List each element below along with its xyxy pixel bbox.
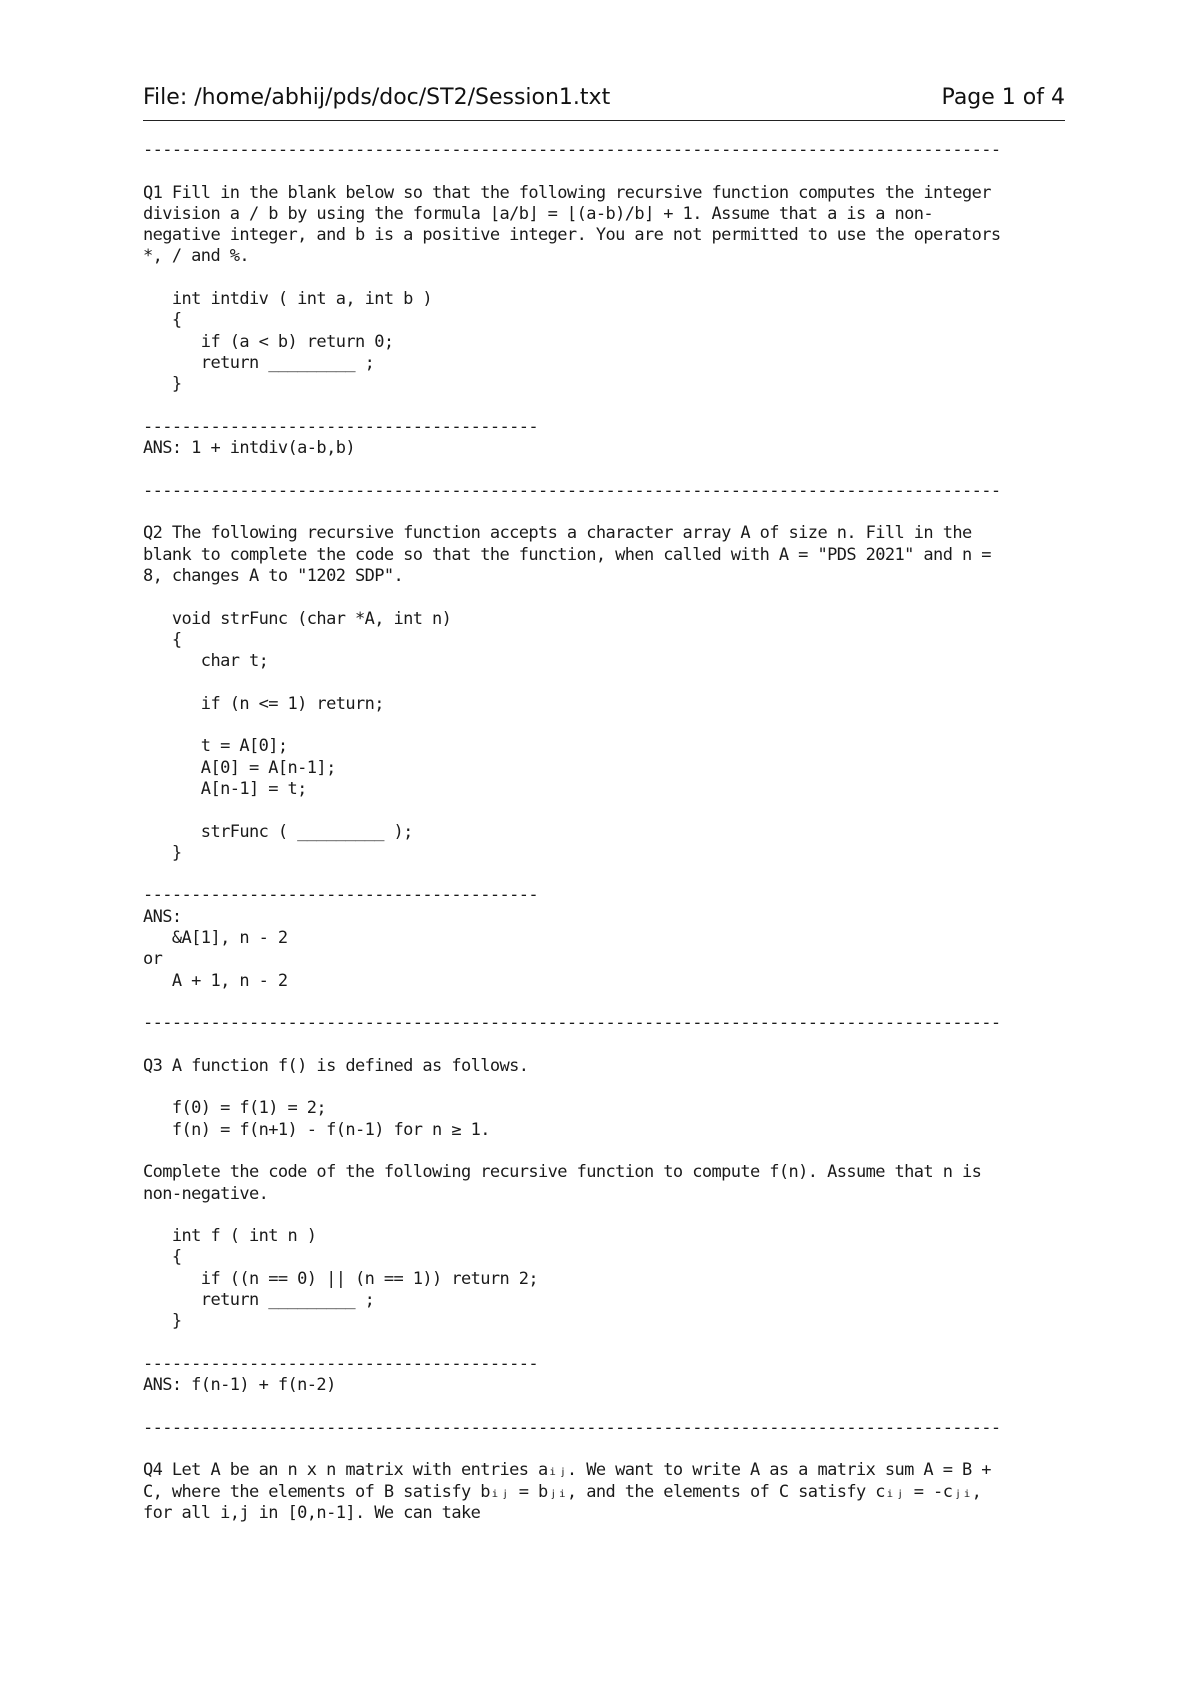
text-line bbox=[143, 672, 1123, 693]
text-line: C, where the elements of B satisfy bᵢⱼ = bⱼᵢ, and the elements of C satisfy cᵢⱼ = -cⱼᵢ, bbox=[143, 1481, 982, 1502]
text-line bbox=[143, 1397, 1123, 1418]
text-line: } bbox=[143, 374, 182, 395]
text-line bbox=[143, 1205, 1123, 1226]
text-line: strFunc ( _________ ); bbox=[143, 821, 413, 842]
text-line: negative integer, and b is a positive integer. You are not permitted to use the operators bbox=[143, 225, 1001, 246]
text-line: { bbox=[143, 1247, 182, 1268]
text-line: ----------------------------------------------------------------------------------------- bbox=[143, 1417, 1001, 1438]
text-line bbox=[143, 1141, 1123, 1162]
text-line: 8, changes A to "1202 SDP". bbox=[143, 565, 404, 586]
text-line: } bbox=[143, 1311, 182, 1332]
text-line: if ((n == 0) || (n == 1)) return 2; bbox=[143, 1268, 539, 1289]
text-line bbox=[143, 268, 1123, 289]
page-header bbox=[143, 84, 1065, 121]
text-line: non-negative. bbox=[143, 1183, 269, 1204]
text-line: return _________ ; bbox=[143, 352, 375, 373]
text-line bbox=[143, 864, 1123, 885]
text-line: A[0] = A[n-1]; bbox=[143, 757, 336, 778]
text-line: blank to complete the code so that the function, when called with A = "PDS 2021" and n = bbox=[143, 544, 991, 565]
text-line bbox=[143, 1333, 1123, 1354]
text-line: A + 1, n - 2 bbox=[143, 970, 288, 991]
text-line: ----------------------------------------- bbox=[143, 416, 539, 437]
text-line: int intdiv ( int a, int b ) bbox=[143, 289, 433, 310]
text-line: Q4 Let A be an n x n matrix with entries aᵢⱼ. We want to write A as a matrix sum A = B + bbox=[143, 1460, 991, 1481]
text-line bbox=[143, 1077, 1123, 1098]
text-line bbox=[143, 715, 1123, 736]
text-line: return _________ ; bbox=[143, 1290, 375, 1311]
text-line: ANS: bbox=[143, 906, 182, 927]
text-line: Q2 The following recursive function accepts a character array A of size n. Fill in the bbox=[143, 523, 972, 544]
file-path: File: /home/abhij/pds/doc/ST2/Session1.txt bbox=[143, 85, 611, 110]
text-line: ----------------------------------------------------------------------------------------- bbox=[143, 480, 1001, 501]
text-line bbox=[143, 800, 1123, 821]
text-line: ----------------------------------------- bbox=[143, 1353, 539, 1374]
text-line: *, / and %. bbox=[143, 246, 249, 267]
text-line: int f ( int n ) bbox=[143, 1226, 317, 1247]
text-line: or bbox=[143, 949, 163, 970]
text-line bbox=[143, 459, 1123, 480]
text-line: Complete the code of the following recursive function to compute f(n). Assume that n is bbox=[143, 1162, 982, 1183]
text-line: { bbox=[143, 310, 182, 331]
text-line: } bbox=[143, 842, 182, 863]
text-line: for all i,j in [0,n-1]. We can take bbox=[143, 1503, 481, 1523]
text-line: A[n-1] = t; bbox=[143, 778, 307, 799]
text-line: ----------------------------------------------------------------------------------------- bbox=[143, 1013, 1001, 1034]
text-line: f(0) = f(1) = 2; bbox=[143, 1098, 327, 1119]
text-line: ----------------------------------------------------------------------------------------- bbox=[143, 140, 1001, 160]
document-body bbox=[143, 140, 1123, 1524]
text-line bbox=[143, 1439, 1123, 1460]
text-line: t = A[0]; bbox=[143, 736, 288, 757]
text-line: char t; bbox=[143, 651, 269, 672]
page-number: Page 1 of 4 bbox=[941, 85, 1065, 110]
text-line: f(n) = f(n+1) - f(n-1) for n ≥ 1. bbox=[143, 1119, 490, 1140]
text-line: Q3 A function f() is defined as follows. bbox=[143, 1055, 529, 1076]
text-line: if (a < b) return 0; bbox=[143, 331, 394, 352]
text-line: ----------------------------------------- bbox=[143, 885, 539, 906]
text-line bbox=[143, 502, 1123, 523]
text-line: void strFunc (char *A, int n) bbox=[143, 608, 452, 629]
text-line bbox=[143, 587, 1123, 608]
text-line: &A[1], n - 2 bbox=[143, 927, 288, 948]
text-line bbox=[143, 992, 1123, 1013]
text-line: ANS: f(n-1) + f(n-2) bbox=[143, 1375, 336, 1396]
text-line: if (n <= 1) return; bbox=[143, 693, 384, 714]
text-line bbox=[143, 1034, 1123, 1055]
text-line: Q1 Fill in the blank below so that the following recursive function computes the integer bbox=[143, 182, 991, 203]
text-line: { bbox=[143, 629, 182, 650]
text-line: ANS: 1 + intdiv(a-b,b) bbox=[143, 438, 355, 459]
text-line: division a / b by using the formula ⌊a/b⌋ = ⌊(a-b)/b⌋ + 1. Assume that a is a non- bbox=[143, 203, 934, 224]
text-line bbox=[143, 396, 1123, 417]
text-line bbox=[143, 161, 1123, 182]
